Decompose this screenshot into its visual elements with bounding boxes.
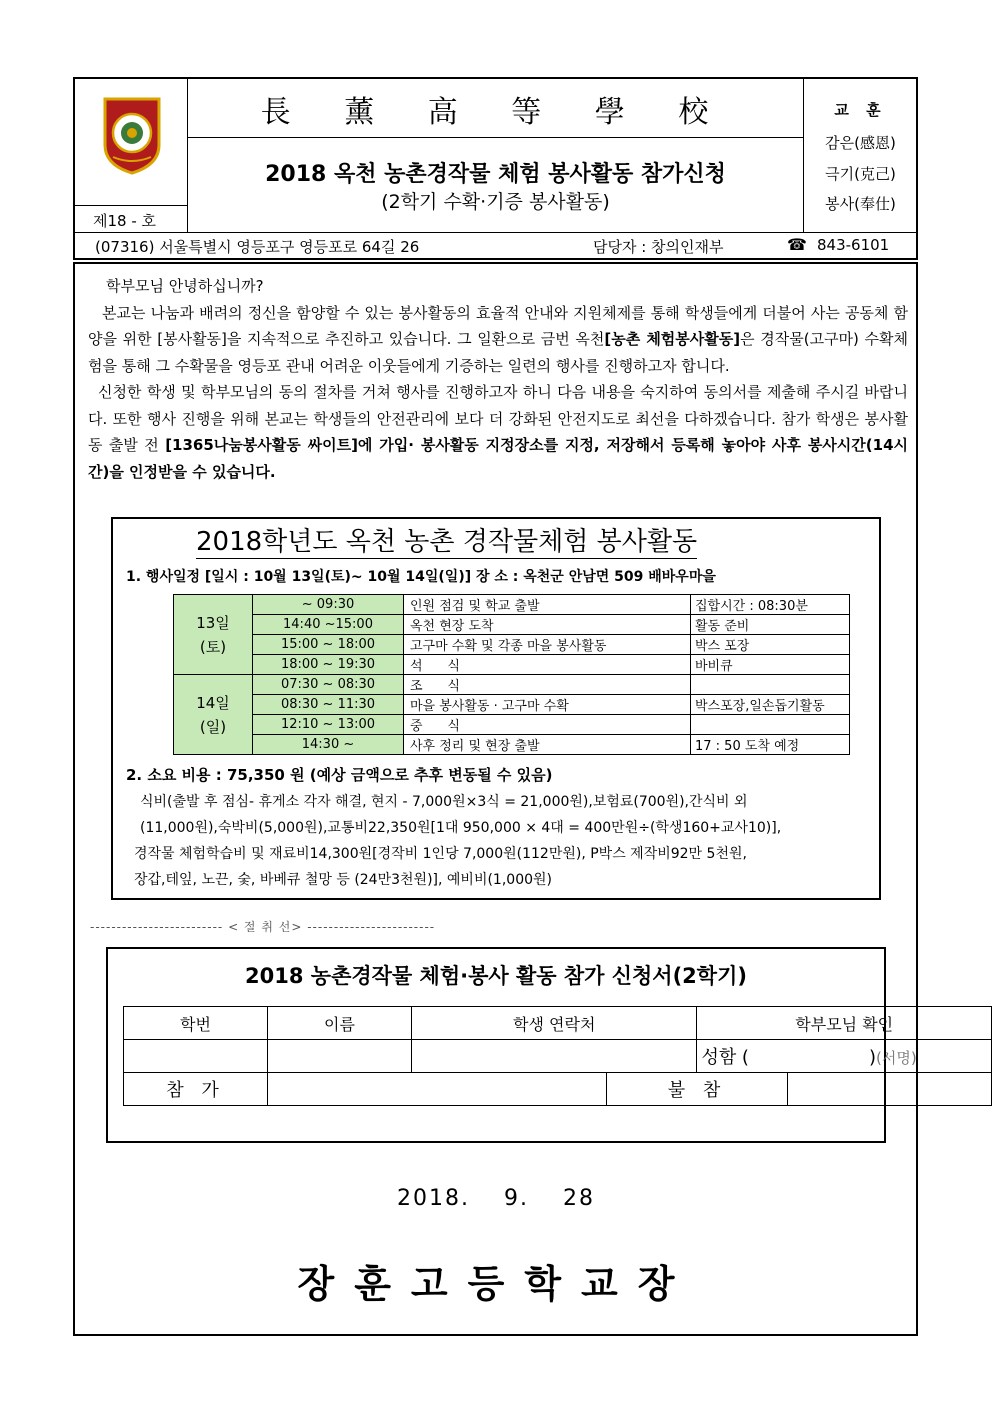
application-table — [123, 1006, 992, 1106]
time-cell: 07:30 ~ 08:30 — [253, 675, 404, 695]
note-cell — [691, 715, 850, 735]
contact-header: 학생 연락처 — [412, 1007, 697, 1040]
highlight-program: [농촌 체험봉사활동] — [604, 330, 741, 348]
letterhead — [73, 77, 918, 260]
school-emblem-icon — [101, 95, 163, 175]
school-address: (07316) 서울특별시 영등포구 영등포로 64길 26 — [95, 238, 420, 256]
school-emblem-cell — [75, 79, 188, 205]
attend-label: 참 가 — [124, 1073, 268, 1106]
table-row — [174, 675, 850, 695]
activity-cell: 옥천 현장 도착 — [404, 615, 691, 635]
table-row — [174, 635, 850, 655]
table-row — [124, 1073, 992, 1106]
contact-person: 담당자 : 창의인재부 — [593, 238, 724, 256]
cost-line: 식비(출발 후 점심- 휴게소 각자 해결, 현지 - 7,000원×3식 = 21,000원),보험료(700원),간식비 외 — [140, 794, 748, 810]
activity-cell: 조 식 — [404, 675, 691, 695]
notice-letter — [88, 273, 908, 485]
name-field[interactable] — [268, 1040, 412, 1073]
motto-item: 극기(克己) — [825, 165, 896, 183]
day-cell: 13일 (토) — [174, 595, 253, 675]
day-cell: 14일 (일) — [174, 675, 253, 755]
letterhead-title-area — [188, 79, 803, 232]
activity-cell: 고구마 수확 및 각종 마을 봉사활동 — [404, 635, 691, 655]
time-cell: 14:40 ~15:00 — [253, 615, 404, 635]
activity-cell: 인원 점검 및 학교 출발 — [404, 595, 691, 615]
greeting: 학부모님 안녕하십니까? — [106, 277, 264, 295]
student-id-header: 학번 — [124, 1007, 268, 1040]
activity-cell: 마을 봉사활동 · 고구마 수확 — [404, 695, 691, 715]
address-bar — [75, 232, 916, 258]
table-row — [174, 735, 850, 755]
activity-cell: 석 식 — [404, 655, 691, 675]
telephone-icon: ☎ — [787, 235, 807, 254]
cut-line: ------------------------- < 절 취 선> ------------------------ — [90, 920, 436, 934]
cost-line: 경작물 체험학습비 및 재료비14,300원[경작비 1인당 7,000원(112만원), P박스 제작비92만 5천원, — [134, 846, 747, 862]
principal-signature: 장훈고등학교장 — [297, 1262, 695, 1306]
motto-label: 교 훈 — [834, 101, 887, 119]
schedule-table — [173, 594, 850, 755]
paragraph-intro: 본교는 나눔과 배려의 정신을 함양할 수 있는 봉사활동의 효율적 안내와 지원체제를 통해 학생들에게 더불어 사는 공동체 함양을 위한 [봉사활동]을 지속적으로 추진하고 있습니다. 그 일환으로 금번 옥천[농촌 체험봉사활동]은 경작물(고구마) 수확체험을 통해 그 수확물을 영등포 관내 어려운 이웃들에게 기증하는 일련의 행사를 진행하고자 합니다. — [88, 303, 909, 375]
parent-signature-field[interactable]: 성함 ( )(서명) — [697, 1040, 992, 1073]
schedule-heading: 1. 행사일정 [일시 : 10월 13일(토)~ 10월 14일(일)] 장 소 : 옥천군 안남면 509 배바우마을 — [126, 569, 716, 585]
cost-heading: 2. 소요 비용 : 75,350 원 (예상 금액으로 추후 변동될 수 있음) — [126, 766, 553, 784]
time-cell: 12:10 ~ 13:00 — [253, 715, 404, 735]
table-row — [124, 1007, 992, 1040]
school-motto — [803, 79, 916, 232]
time-cell: 14:30 ~ — [253, 735, 404, 755]
cost-line: 장갑,테잎, 노끈, 숯, 바베큐 철망 등 (24만3천원)], 예비비(1,000원) — [134, 872, 552, 888]
note-cell: 바비큐 — [691, 655, 850, 675]
cost-line: (11,000원),숙박비(5,000원),교통비22,350원[1대 950,000 × 4대 = 400만원÷(학생160+교사10)], — [140, 820, 782, 836]
table-row — [174, 655, 850, 675]
event-title: 2018학년도 옥천 농촌 경작물체험 봉사활동 — [196, 527, 698, 557]
issue-date: 2018. 9. 28 — [397, 1186, 595, 1211]
table-row — [174, 595, 850, 615]
note-cell: 활동 준비 — [691, 615, 850, 635]
student-id-field[interactable] — [124, 1040, 268, 1073]
note-cell: 17 : 50 도착 예정 — [691, 735, 850, 755]
note-cell: 박스 포장 — [691, 635, 850, 655]
highlight-registration: [1365나눔봉사활동 싸이트]에 가입· 봉사활동 지정장소를 지정, 저장해서 등록해 놓아야 사후 봉사시간(14시간)을 인정받을 수 있습니다. — [88, 436, 908, 481]
time-cell: 15:00 ~ 18:00 — [253, 635, 404, 655]
table-row — [174, 695, 850, 715]
time-cell: 08:30 ~ 11:30 — [253, 695, 404, 715]
table-row — [124, 1040, 992, 1073]
name-header: 이름 — [268, 1007, 412, 1040]
table-row — [174, 715, 850, 735]
contact-field[interactable] — [412, 1040, 697, 1073]
motto-item: 봉사(奉仕) — [825, 195, 896, 213]
document-serial: 제18 - 호 — [75, 205, 188, 232]
document-subtitle: (2학기 수확·기증 봉사활동) — [381, 191, 610, 213]
note-cell: 집합시간 : 08:30분 — [691, 595, 850, 615]
absent-field[interactable] — [788, 1073, 992, 1106]
time-cell: ~ 09:30 — [253, 595, 404, 615]
note-cell — [691, 675, 850, 695]
activity-cell: 사후 정리 및 현장 출발 — [404, 735, 691, 755]
school-name: 長 薰 高 等 學 校 — [260, 95, 731, 130]
activity-cell: 중 식 — [404, 715, 691, 735]
absent-label: 불 참 — [606, 1073, 787, 1106]
cost-breakdown — [134, 789, 874, 893]
motto-item: 감은(感恩) — [825, 134, 896, 152]
table-row — [174, 615, 850, 635]
time-cell: 18:00 ~ 19:30 — [253, 655, 404, 675]
attend-field[interactable] — [268, 1073, 607, 1106]
phone-number: 843-6101 — [817, 236, 890, 254]
document-title: 2018 옥천 농촌경작물 체험 봉사활동 참가신청 — [265, 162, 726, 187]
paragraph-consent: 신청한 학생 및 학부모님의 동의 절차를 거쳐 행사를 진행하고자 하니 다음 내용을 숙지하여 동의서를 제출해 주시길 바랍니다. 또한 행사 진행을 위해 본교는 학생들의 안전관리에 보다 더 강화된 안전지도로 최선을 다하겠습니다. 참가 학생은 봉사활동 출발 전 [1365나눔봉사활동 싸이트]에 가입· 봉사활동 지정장소를 지정, 저장해서 등록해 놓아야 사후 봉사시간(14시간)을 인정받을 수 있습니다. — [88, 383, 908, 481]
parent-confirm-header: 학부모님 확인 — [697, 1007, 992, 1040]
form-title: 2018 농촌경작물 체험·봉사 활동 참가 신청서(2학기) — [245, 964, 747, 988]
divider — [188, 137, 803, 138]
note-cell: 박스포장,일손돕기활동 — [691, 695, 850, 715]
